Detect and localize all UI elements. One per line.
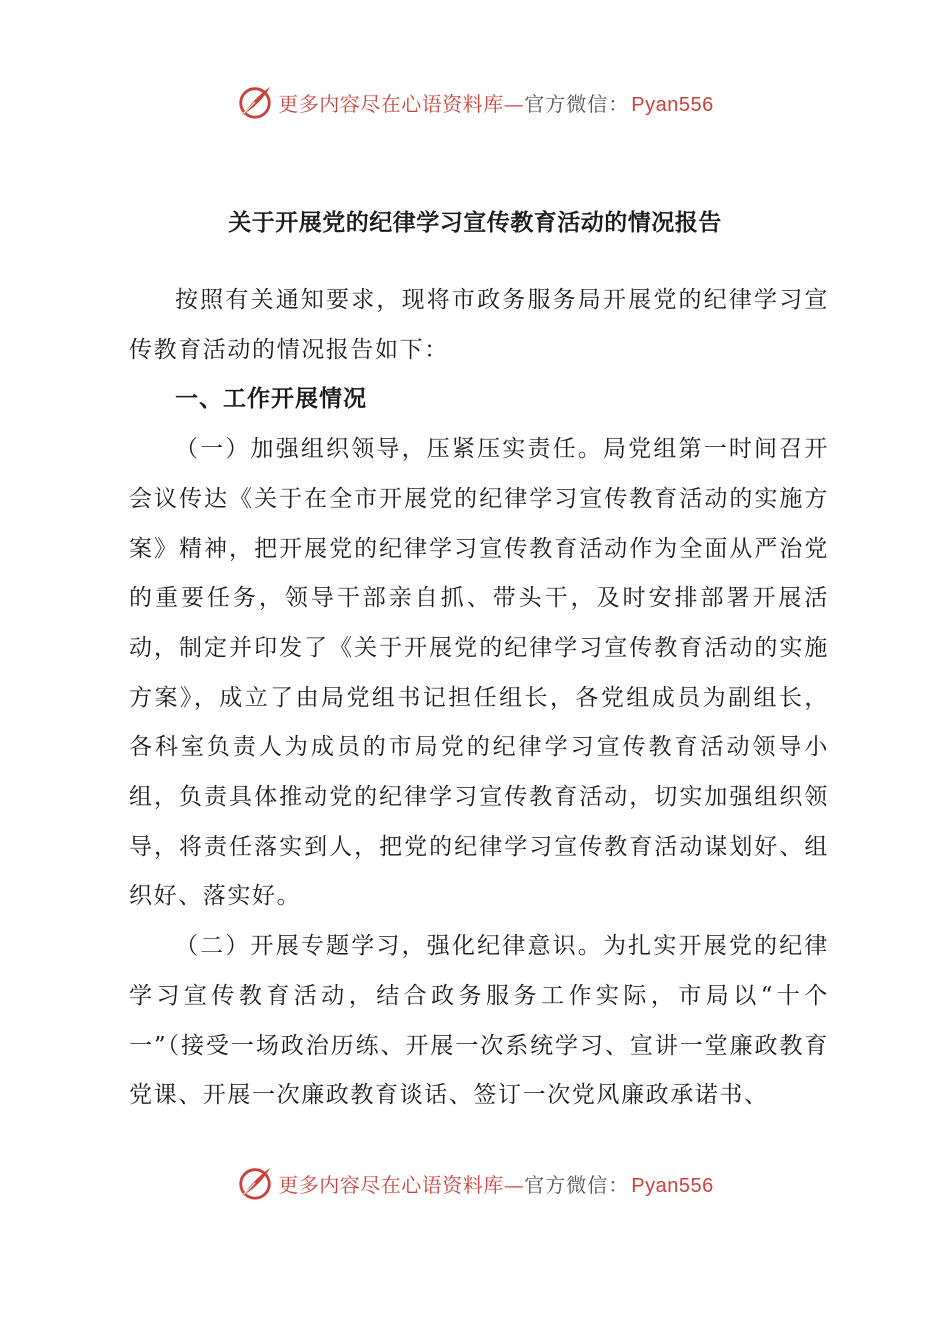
header-banner (0, 82, 950, 122)
quill-logo-icon (236, 83, 274, 121)
banner-wechat-label: 官方微信： (524, 1172, 630, 1197)
paragraph-study: （二）开展专题学习，强化纪律意识。为扎实开展党的纪律学习宣传教育活动，结合政务服务工作实际，市局以“十个一”（接受一场政治历练、开展一次系统学习、宣讲一堂廉政教育党课、开展一次廉政教育谈话、签订一次党风廉政承诺书、 (129, 933, 829, 1109)
intro-paragraph: 按照有关通知要求，现将市政务服务局开展党的纪律学习宣传教育活动的情况报告如下： (129, 287, 829, 363)
banner-dash: — (503, 1172, 525, 1197)
banner-main-text: 更多内容尽在心语资料库 (278, 91, 504, 116)
paragraph-organization: （一）加强组织领导，压紧压实责任。局党组第一时间召开会议传达《关于在全市开展党的纪律学习宣传教育活动的实施方案》精神，把开展党的纪律学习宣传教育活动作为全面从严治党的重要任务，领导干部亲自抓、带头干，及时安排部署开展活动，制定并印发了《关于开展党的纪律学习宣传教育活动的实施方案》，成立了由局党组书记担任组长，各党组成员为副组长，各科室负责人为成员的市局党的纪律学习宣传教育活动领导小组，负责具体推动党的纪律学习宣传教育活动，切实加强组织领导，将责任落实到人，把党的纪律学习宣传教育活动谋划好、组织好、落实好。 (129, 436, 829, 910)
footer-banner (0, 1163, 950, 1203)
banner-dash: — (503, 91, 525, 116)
header-banner-text (278, 88, 713, 117)
banner-main-text: 更多内容尽在心语资料库 (278, 1172, 504, 1197)
document-title: 关于开展党的纪律学习宣传教育活动的情况报告 (228, 210, 722, 236)
quill-logo-icon (236, 1164, 274, 1202)
banner-wechat-id: Pyan556 (631, 1174, 714, 1197)
banner-wechat-label: 官方微信： (524, 91, 630, 116)
document-body (129, 276, 829, 1121)
banner-wechat-id: Pyan556 (631, 93, 714, 116)
section-heading: 一、工作开展情况 (175, 386, 367, 413)
footer-banner-text (278, 1169, 713, 1198)
